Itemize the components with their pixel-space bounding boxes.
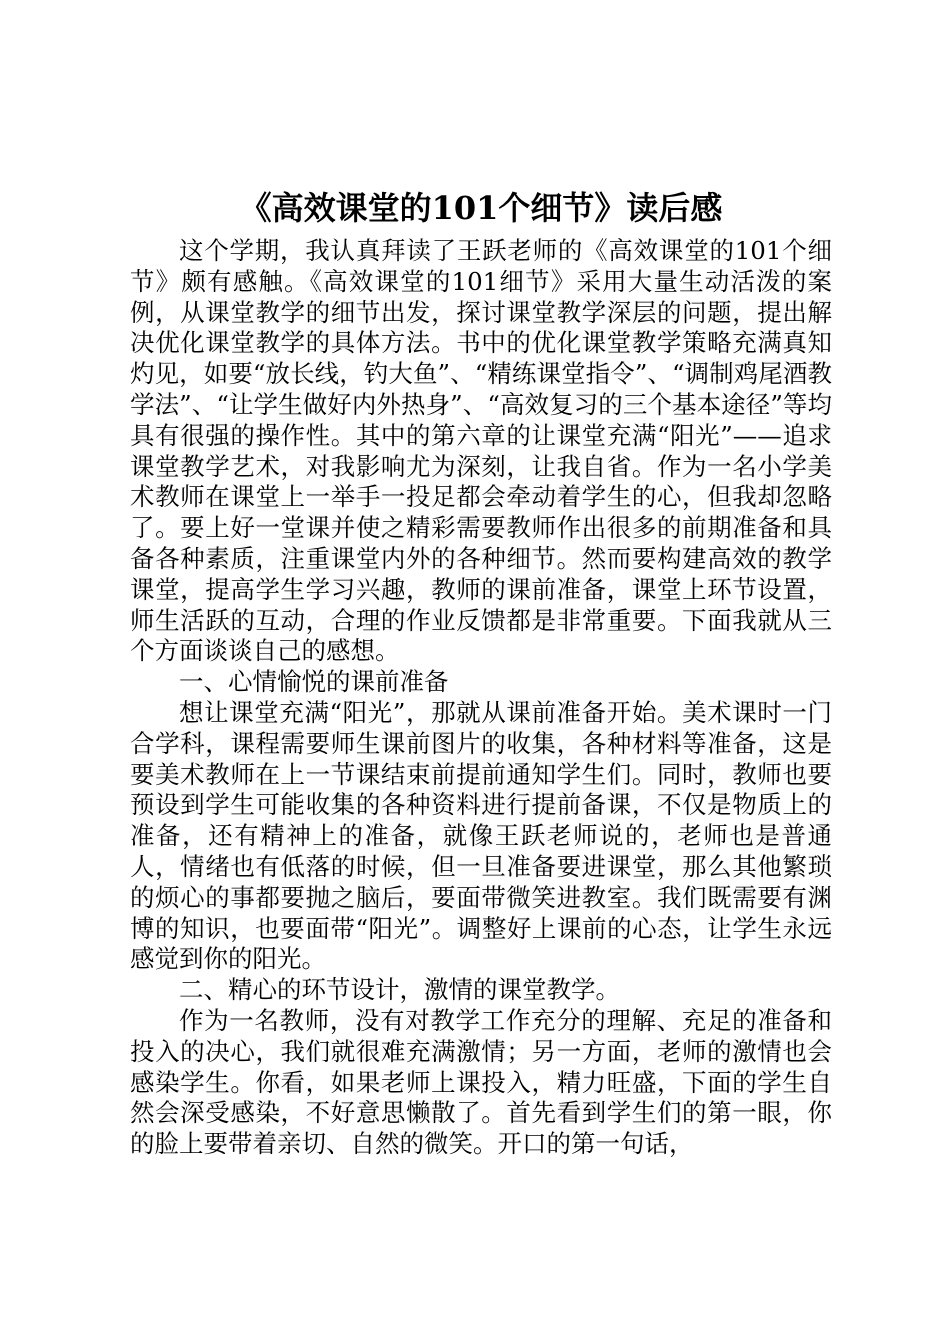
section-heading-1: 一、心情愉悦的课前准备 — [179, 667, 449, 697]
paragraph-section-1: 想让课堂充满“阳光”，那就从课前准备开始。美术课时一门合学科，课程需要师生课前图片的收集，各种材料等准备，这是要美术教师在上一节课结束前提前通知学生们。同时，教师也要预设到学生可能收集的各种资料进行提前备课，不仅是物质上的准备，还有精神上的准备，就像王跃老师说的，老师也是普通人，情绪也有低落的时候，但一旦准备要进课堂，那么其他繁琐的烦心的事都要抛之脑后，要面带微笑进教室。我们既需要有渊博的知识，也要面带“阳光”。调整好上课前的心态，让学生永远感觉到你的阳光。 — [130, 697, 832, 974]
paragraph-section-2: 作为一名教师，没有对教学工作充分的理解、充足的准备和投入的决心，我们就很难充满激情；另一方面，老师的激情也会感染学生。你看，如果老师上课投入，精力旺盛，下面的学生自然会深受感染，不好意思懒散了。首先看到学生们的第一眼，你的脸上要带着亲切、自然的微笑。开口的第一句话， — [130, 1005, 832, 1159]
document-title: 《高效课堂的101个细节》读后感 — [239, 189, 723, 227]
paragraph-intro: 这个学期，我认真拜读了王跃老师的《高效课堂的101个细节》颇有感触。《高效课堂的101细节》采用大量生动活泼的案例，从课堂教学的细节出发，探讨课堂教学深层的问题，提出解决优化课堂教学的具体方法。书中的优化课堂教学策略充满真知灼见，如要“放长线，钓大鱼”、“精练课堂指令”、“调制鸡尾酒教学法”、“让学生做好内外热身”、“高效复习的三个基本途径”等均具有很强的操作性。其中的第六章的让课堂充满“阳光”——追求课堂教学艺术，对我影响尤为深刻，让我自省。作为一名小学美术教师在课堂上一举手一投足都会牵动着学生的心，但我却忽略了。要上好一堂课并使之精彩需要教师作出很多的前期准备和具备各种素质，注重课堂内外的各种细节。然而要构建高效的教学课堂，提高学生学习兴趣，教师的课前准备，课堂上环节设置，师生活跃的互动，合理的作业反馈都是非常重要。下面我就从三个方面谈谈自己的感想。 — [130, 236, 832, 666]
document-page — [130, 184, 832, 1160]
section-heading-2: 二、精心的环节设计，激情的课堂教学。 — [179, 975, 620, 1005]
